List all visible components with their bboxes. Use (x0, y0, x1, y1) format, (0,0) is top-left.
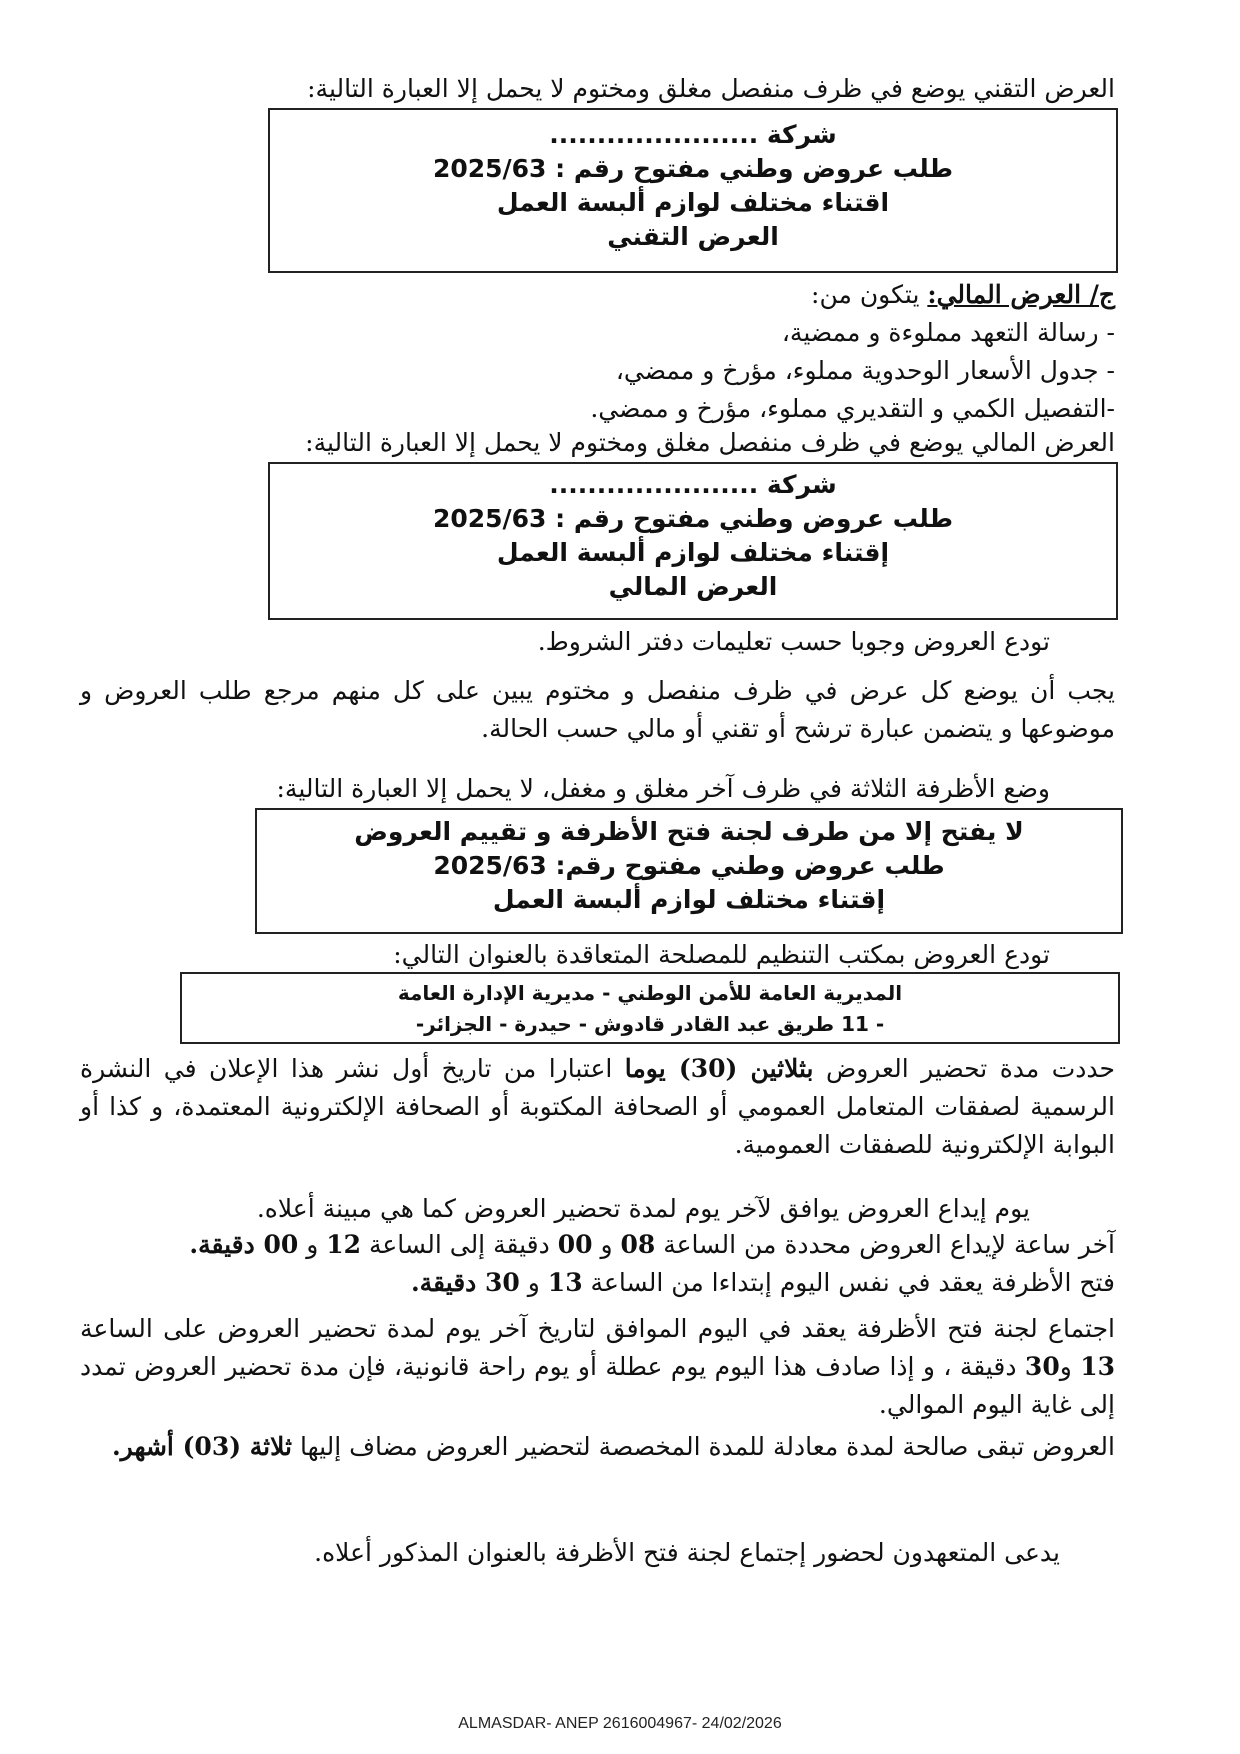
financial-offer-heading: ج/ العرض المالي: (927, 280, 1115, 309)
address-line: - 11 طريق عبد القادر قادوش - حيدرة - الجزائر- (415, 1012, 885, 1036)
separate-envelope-paragraph: يجب أن يوضع كل عرض في ظرف منفصل و مختوم يبين على كل منهم مرجع طلب العروض و موضوعها و يتضمن عبارة ترشح أو تقني أو مالي حسب الحالة. (80, 676, 1115, 743)
tender-subject: اقتناء مختلف لوازم ألبسة العمل (496, 188, 890, 217)
tender-number: طلب عروض وطني مفتوح رقم : 2025/63 (432, 154, 954, 183)
opening-warning: لا يفتح إلا من طرف لجنة فتح الأظرفة و تقييم العروض (354, 817, 1024, 846)
outer-envelope-intro: وضع الأظرفة الثلاثة في ظرف آخر مغلق و مغفل، لا يحمل إلا العبارة التالية: (276, 774, 1050, 803)
deposit-day: يوم إيداع العروض يوافق لآخر يوم لمدة تحضير العروض كما هي مبينة أعلاه. (256, 1194, 1030, 1223)
footer-reference: ALMASDAR- ANEP 2616004967- 24/02/2026 (458, 1715, 782, 1732)
outer-envelope-box (255, 808, 1123, 934)
tender-number: طلب عروض وطني مفتوح رقم: 2025/63 (433, 851, 945, 880)
deposit-instructions: تودع العروض وجوبا حسب تعليمات دفتر الشروط. (537, 627, 1050, 656)
tender-number: طلب عروض وطني مفتوح رقم : 2025/63 (432, 504, 954, 533)
address-box (180, 972, 1120, 1044)
committee-meeting-paragraph: اجتماع لجنة فتح الأظرفة يعقد في اليوم الموافق لتاريخ آخر يوم لمدة تحضير العروض على الساعة 13 و30 دقيقة ، و إذا صادف هذا اليوم يوم عطلة أو يوم راحة قانونية، فإن مدة تحضير العروض تمدد إلى غاية اليوم الموالي. (80, 1314, 1115, 1419)
financial-item: - رسالة التعهد مملوءة و ممضية، (781, 318, 1115, 347)
financial-offer-heading-rest: يتكون من: (811, 280, 928, 309)
offer-label: العرض المالي (608, 572, 778, 601)
duration-value: بثلاثين (30) يوما (624, 1054, 814, 1083)
financial-item: -التفصيل الكمي و التقديري مملوء، مؤرخ و ممضي. (590, 394, 1115, 423)
company-placeholder: شركة ...................... (549, 470, 837, 499)
financial-offer-intro: العرض المالي يوضع في ظرف منفصل مغلق ومختوم لا يحمل إلا العبارة التالية: (305, 428, 1115, 457)
tender-subject: إقتناء مختلف لوازم ألبسة العمل (492, 885, 886, 914)
company-placeholder: شركة ...................... (549, 120, 837, 149)
invitation: يدعى المتعهدون لحضور إجتماع لجنة فتح الأظرفة بالعنوان المذكور أعلاه. (314, 1538, 1060, 1567)
financial-item: - جدول الأسعار الوحدوية مملوء، مؤرخ و ممضي، (615, 356, 1115, 385)
financial-offer-heading-line (811, 278, 1115, 312)
tender-subject: إقتناء مختلف لوازم ألبسة العمل (496, 538, 890, 567)
validity-duration: ثلاثة (03) أشهر. (111, 1432, 292, 1461)
preparation-duration-paragraph: حددت مدة تحضير العروض بثلاثين (30) يوما اعتبارا من تاريخ أول نشر هذا الإعلان في النشرة الرسمية لصفقات المتعامل العمومي أو الصحافة المكتوبة أو الصحافة الإلكترونية المعتمدة، و كذا أو البوابة الإلكترونية للصفقات العمومية. (80, 1054, 1116, 1159)
deposit-hours: آخر ساعة لإيداع العروض محددة من الساعة 08 و 00 دقيقة إلى الساعة 12 و 00 دقيقة. (189, 1230, 1115, 1259)
opening-time: فتح الأظرفة يعقد في نفس اليوم إبتداءا من الساعة 13 و 30 دقيقة. (410, 1268, 1115, 1297)
validity-paragraph: العروض تبقى صالحة لمدة معادلة للمدة المخصصة لتحضير العروض مضاف إليها ثلاثة (03) أشهر. (111, 1432, 1115, 1461)
offer-label: العرض التقني (607, 222, 779, 251)
technical-offer-intro: العرض التقني يوضع في ظرف منفصل مغلق ومختوم لا يحمل إلا العبارة التالية: (307, 74, 1115, 103)
address-line: المديرية العامة للأمن الوطني - مديرية الإدارة العامة (397, 981, 903, 1005)
technical-offer-box (268, 108, 1118, 273)
address-intro: تودع العروض بمكتب التنظيم للمصلحة المتعاقدة بالعنوان التالي: (393, 940, 1050, 969)
financial-offer-box (268, 462, 1118, 620)
